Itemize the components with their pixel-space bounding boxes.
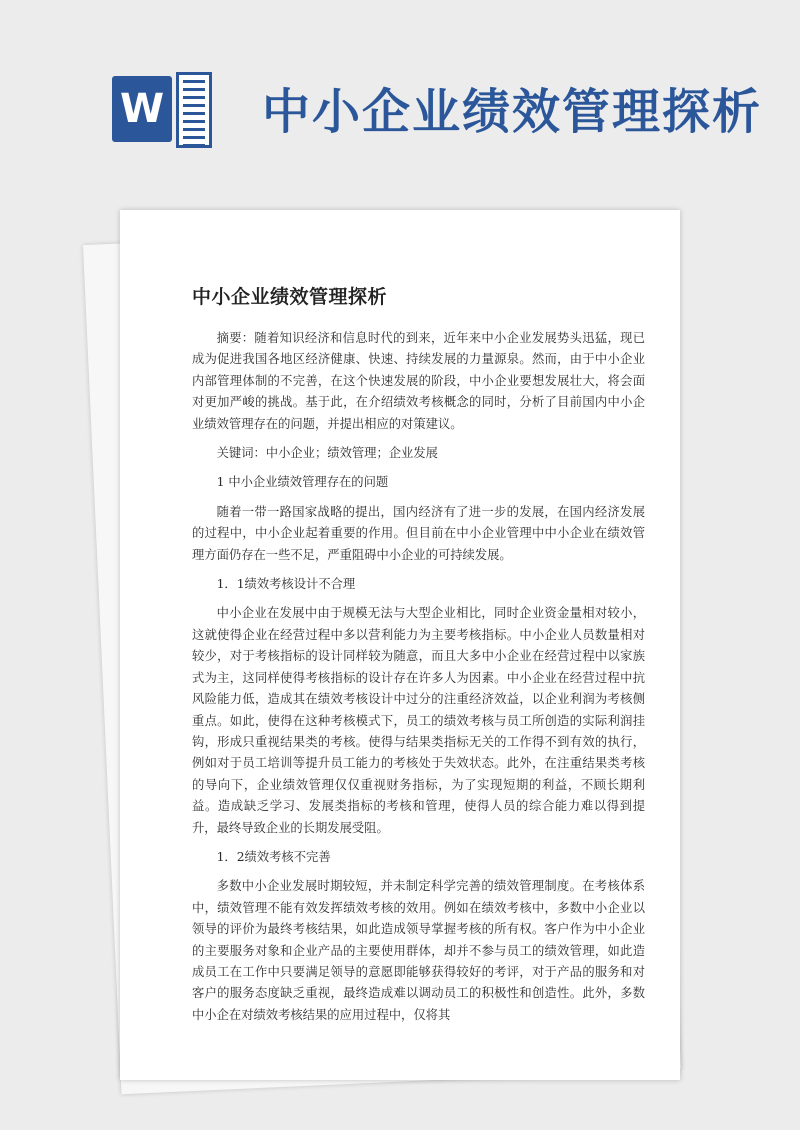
banner-title: 中小企业绩效管理探析 (262, 84, 763, 140)
document-body (192, 328, 645, 1026)
document-title: 中小企业绩效管理探析 (192, 286, 388, 308)
header-banner (0, 0, 800, 190)
keywords-line: 关键词：中小企业；绩效管理；企业发展 (216, 446, 438, 461)
subsection-heading-1-2: 1．2绩效考核不完善 (216, 849, 331, 864)
document-page (120, 210, 680, 1080)
subsection-heading-1-1: 1．1绩效考核设计不合理 (216, 577, 356, 592)
word-document-icon (112, 72, 212, 148)
section-1-paragraph: 随着一带一路国家战略的提出，国内经济有了进一步的发展，在国内经济发展的过程中，中小企业起着重要的作用。但目前在中小企业管理中中小企业在绩效管理方面仍存在一些不足，严重阻碍中小企业的可持续发展。 (192, 504, 645, 562)
abstract-paragraph: 摘要：随着知识经济和信息时代的到来，近年来中小企业发展势头迅猛，现已成为促进我国各地区经济健康、快速、持续发展的力量源泉。然而，由于中小企业内部管理体制的不完善，在这个快速发展的阶段，中小企业要想发展壮大，将会面对更加严峻的挑战。基于此，在介绍绩效考核概念的同时，分析了目前国内中小企业绩效管理存在的问题，并提出相应的对策建议。 (192, 331, 645, 431)
word-logo-badge: W (112, 76, 172, 142)
document-lines-icon (176, 72, 212, 148)
section-heading-1: 1 中小企业绩效管理存在的问题 (216, 475, 389, 490)
subsection-1-2-paragraph: 多数中小企业发展时期较短，并未制定科学完善的绩效管理制度。在考核体系中，绩效管理不能有效发挥绩效考核的效用。例如在绩效考核中，多数中小企业以领导的评价为最终考核结果，如此造成领导掌握考核的所有权。客户作为中小企业的主要服务对象和企业产品的主要使用群体，却并不参与员工的绩效管理，如此造成员工在工作中只要满足领导的意愿即能够获得较好的考评，对于产品的服务和对客户的服务态度缺乏重视，最终造成难以调动员工的积极性和创造性。此外，多数中小企在对绩效考核结果的应用过程中，仅将其 (192, 879, 645, 1022)
subsection-1-1-paragraph: 中小企业在发展中由于规模无法与大型企业相比，同时企业资金量相对较小，这就使得企业在经营过程中多以营利能力为主要考核指标。中小企业人员数量相对较少，对于考核指标的设计同样较为随意，而且大多中小企业在经营过程中以家族式为主，这同样使得考核指标的设计存在许多人为因素。中小企业在经营过程中抗风险能力低，造成其在绩效考核设计中过分的注重经济效益，以企业利润为考核侧重点。如此，使得在这种考核模式下，员工的绩效考核与员工所创造的实际利润挂钩，形成只重视结果类的考核。使得与结果类指标无关的工作得不到有效的执行，例如对于员工培训等提升员工能力的考核处于失效状态。此外，在注重结果类考核的导向下，企业绩效管理仅仅重视财务指标，为了实现短期的利益，不顾长期利益。造成缺乏学习、发展类指标的考核和管理，使得人员的综合能力难以得到提升，最终导致企业的长期发展受阻。 (192, 606, 645, 835)
